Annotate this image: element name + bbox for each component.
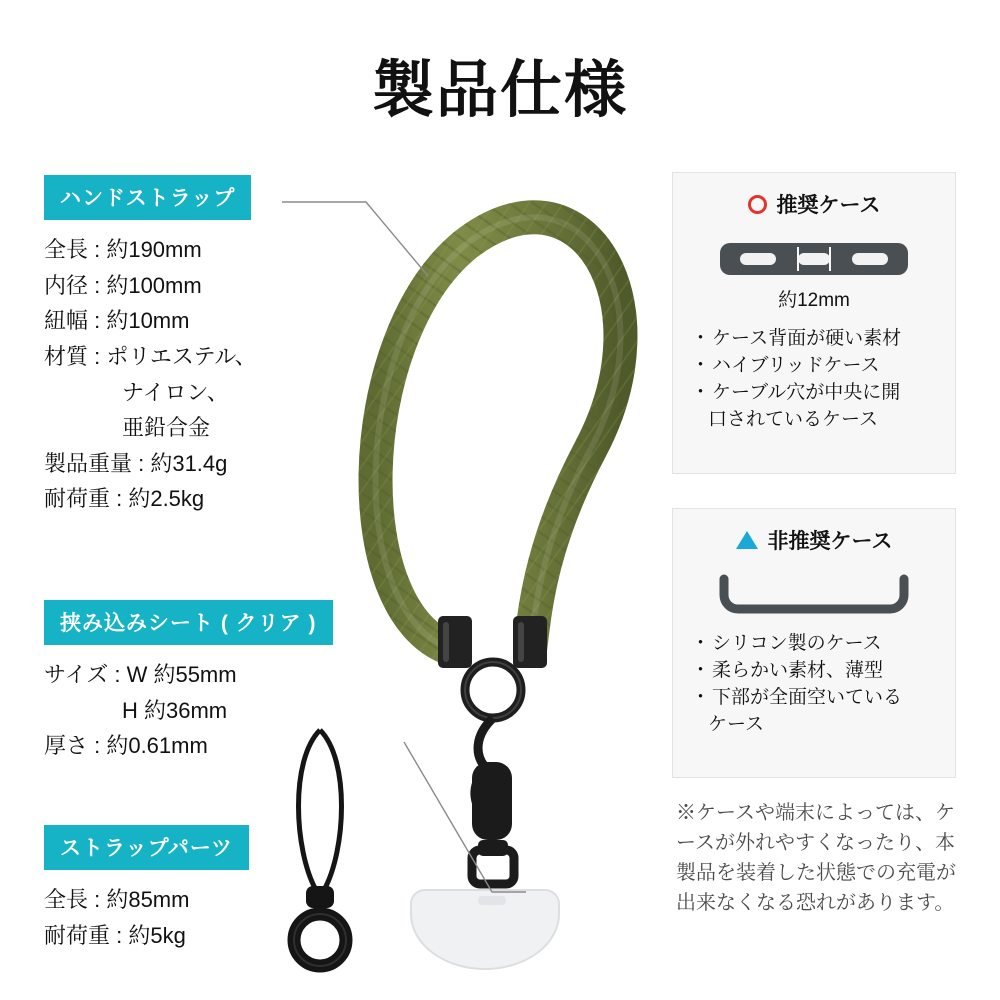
- spec-row: サイズ : W 約55mm: [44, 662, 237, 687]
- section-tag-hand-strap: ハンドストラップ: [44, 175, 251, 220]
- list-item: [691, 380, 937, 407]
- panel-recommended-case: [672, 172, 956, 474]
- split-ring: [465, 662, 521, 718]
- disclaimer-note: ※ケースや端末によっては、ケースが外れやすくなったり、本製品を装着した状態での充電が出来なくなる恐れがあります。: [676, 802, 956, 914]
- page-title: 製品仕様: [371, 56, 628, 125]
- recommended-case-figure: [673, 237, 955, 281]
- spec-row: ナイロン、: [122, 379, 229, 405]
- list-item-label: 下部が全面空いている: [712, 686, 903, 708]
- bullet-dot-icon: ・: [691, 659, 711, 681]
- list-item-label: 口されているケース: [708, 408, 879, 430]
- list-item: [691, 631, 937, 658]
- recommended-bullet-list: [691, 326, 937, 434]
- spec-row: 耐荷重 : 約5kg: [44, 922, 186, 948]
- bullet-dot-icon: ・: [691, 686, 711, 708]
- not-recommended-case-figure: [673, 573, 955, 617]
- bullet-dot-icon: ・: [691, 328, 711, 349]
- spec-row: 耐荷重 : 約2.5kg: [44, 486, 205, 512]
- list-item-label: ケース背面が硬い素材: [712, 328, 902, 349]
- list-item-label: シリコン製のケース: [712, 633, 882, 654]
- clear-insert-sheet: [411, 890, 559, 969]
- circle-mark-icon: [748, 195, 767, 214]
- not-recommended-bullet-list: [691, 631, 937, 739]
- spec-block-clear-sheet: [44, 600, 374, 764]
- spec-row: H 約36mm: [122, 697, 228, 723]
- spec-block-strap-parts: [44, 825, 344, 953]
- spec-list-strap-parts: [44, 882, 344, 953]
- section-tag-clear-sheet: 挟み込みシート ( クリア ): [44, 600, 333, 645]
- list-item: [691, 685, 937, 712]
- figure-caption-width: 約12mm: [778, 290, 850, 311]
- spec-list-hand-strap: [44, 232, 344, 517]
- spec-list-clear-sheet: [44, 657, 374, 764]
- spec-block-hand-strap: [44, 175, 344, 517]
- list-item-label: ケース: [708, 713, 765, 735]
- list-item: [691, 658, 937, 685]
- bullet-dot-icon: ・: [691, 381, 711, 403]
- section-tag-strap-parts: ストラップパーツ: [44, 825, 249, 870]
- spec-row: 亜鉛合金: [122, 415, 211, 441]
- spec-row: 紐幅 : 約10mm: [44, 308, 190, 334]
- list-item-label: ケーブル穴が中央に開: [712, 381, 901, 403]
- list-item: [691, 353, 937, 380]
- list-item-continuation: [691, 407, 937, 434]
- spec-row: 全長 : 約85mm: [44, 887, 190, 912]
- panel-not-recommended-case: [672, 508, 956, 778]
- list-item-label: 柔らかい素材、薄型: [712, 659, 884, 681]
- bullet-dot-icon: ・: [691, 633, 711, 654]
- spec-row: 全長 : 約190mm: [44, 237, 202, 262]
- bullet-dot-icon: ・: [691, 354, 711, 376]
- leader-line-sheet: [400, 740, 530, 900]
- list-item-continuation: [691, 712, 937, 739]
- spec-row: 材質 : ポリエステル、: [44, 343, 257, 369]
- list-item: [691, 326, 937, 353]
- spec-row: 内径 : 約100mm: [44, 272, 202, 298]
- panel-heading-not-recommended: [673, 509, 955, 555]
- spec-row: 製品重量 : 約31.4g: [44, 450, 228, 476]
- triangle-mark-icon: [736, 531, 758, 549]
- list-item-label: ハイブリッドケース: [712, 354, 880, 376]
- panel-heading-text: 非推奨ケース: [767, 530, 893, 553]
- spec-row: 厚さ : 約0.61mm: [44, 733, 208, 759]
- panel-heading-text: 推奨ケース: [776, 194, 881, 217]
- panel-heading-recommended: [673, 173, 955, 219]
